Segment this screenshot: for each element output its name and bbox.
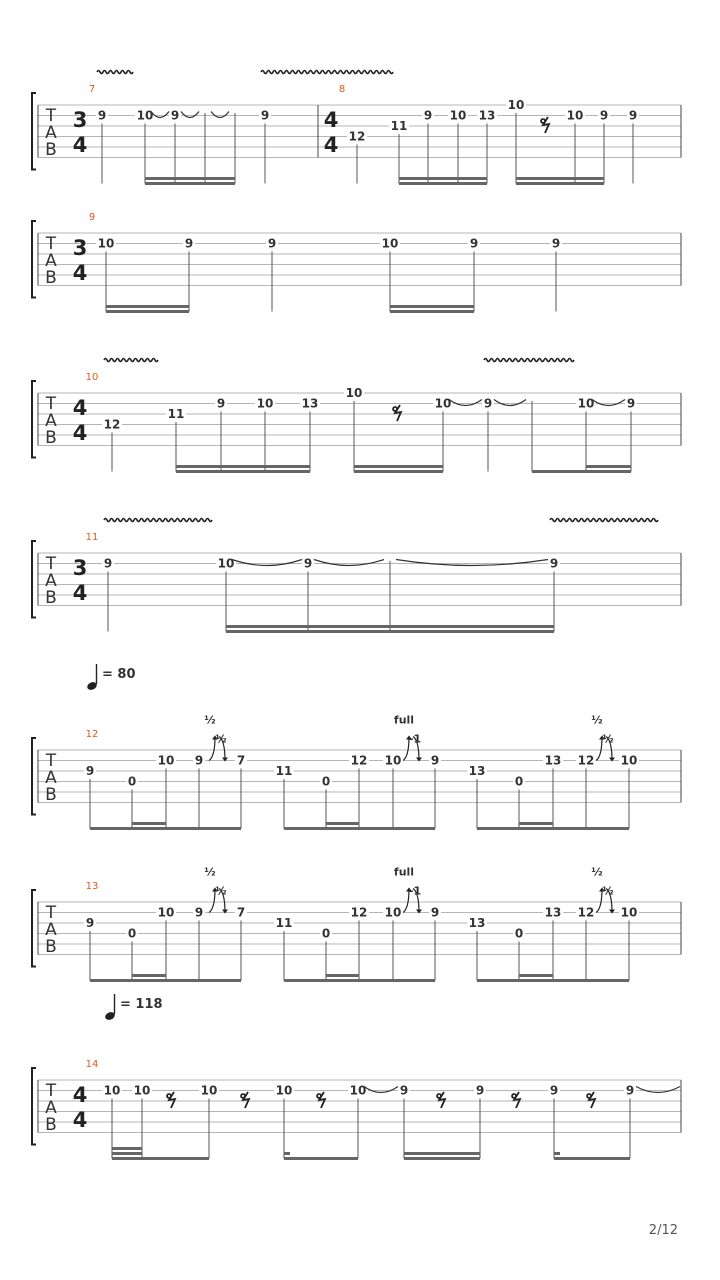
fret-number: 9: [423, 108, 433, 123]
fret-number: 12: [577, 753, 595, 768]
release-amount: ½: [215, 884, 227, 898]
bend-arrow: [209, 737, 215, 761]
measure-number: 9: [88, 212, 96, 223]
tempo-marking: = 118: [120, 997, 163, 1012]
tab-clef-letter: A: [45, 1098, 57, 1118]
fret-number: 13: [544, 905, 562, 920]
bend-amount: full: [393, 865, 415, 879]
fret-number: 10: [384, 905, 402, 920]
tie-arc: [364, 1087, 398, 1093]
fret-number: 9: [399, 1083, 409, 1098]
sixteenth-rest-icon: [393, 405, 401, 421]
time-signature-bottom: 4: [72, 133, 88, 157]
fret-number: 0: [514, 926, 524, 941]
time-signature-top: 3: [72, 108, 88, 132]
tab-system: [32, 359, 681, 472]
tie-arc: [494, 400, 526, 406]
page-number: 2/12: [648, 1223, 678, 1238]
fret-number: 9: [625, 1083, 635, 1098]
time-signature-bottom: 4: [72, 581, 88, 605]
fret-number: 11: [275, 916, 293, 930]
fret-number: 9: [260, 108, 270, 123]
release-amount: -1: [408, 884, 422, 898]
tab-clef-letter: A: [45, 251, 57, 271]
measure-number: 12: [85, 729, 99, 740]
vibrato-mark: [550, 519, 658, 522]
tab-clef-letter: B: [45, 1115, 57, 1135]
tab-clef-letter: A: [45, 768, 57, 788]
fret-number: 9: [549, 556, 559, 571]
time-signature-top: 3: [72, 236, 88, 260]
vibrato-mark: [104, 519, 212, 522]
fret-number: 10: [256, 396, 274, 411]
measure-number: 7: [88, 84, 96, 95]
tab-clef-letter: T: [45, 554, 57, 574]
vibrato-mark: [97, 71, 133, 74]
fret-number: 10: [103, 1083, 121, 1098]
fret-number: 7: [236, 753, 246, 768]
fret-number: 10: [97, 236, 115, 251]
system-bracket: [32, 890, 36, 967]
tab-clef-letter: B: [45, 140, 57, 160]
tab-clef-letter: B: [45, 268, 57, 288]
fret-number: 0: [321, 774, 331, 789]
fret-number: 9: [599, 108, 609, 123]
fret-number: 9: [194, 905, 204, 920]
tie-arc: [181, 112, 199, 118]
fret-number: 10: [449, 108, 467, 123]
system-bracket: [32, 221, 36, 298]
tab-clef-letter: T: [45, 234, 57, 254]
tie-arc: [636, 1087, 680, 1093]
time-signature-bottom: 4: [72, 421, 88, 445]
tab-system: [32, 71, 681, 184]
fret-number: 12: [350, 753, 368, 768]
fret-number: 10: [434, 396, 452, 411]
fret-number: 10: [507, 98, 525, 112]
fret-number: 9: [216, 396, 226, 411]
tab-clef-letter: A: [45, 920, 57, 940]
measure-number: 13: [85, 881, 99, 892]
fret-number: 12: [577, 905, 595, 920]
tab-clef-letter: T: [45, 903, 57, 923]
fret-number: 12: [103, 417, 121, 432]
sixteenth-rest-icon: [241, 1092, 249, 1108]
fret-number: 10: [217, 556, 235, 571]
fret-number: 10: [566, 108, 584, 123]
fret-number: 0: [321, 926, 331, 941]
tie-arc: [592, 400, 625, 406]
fret-number: 9: [483, 396, 493, 411]
tie-arc: [314, 560, 384, 566]
fret-number: 9: [85, 764, 95, 778]
bend-arrow: [596, 737, 602, 761]
measure-number: 8: [338, 84, 346, 95]
sixteenth-rest-icon: [167, 1092, 175, 1108]
tab-clef-letter: T: [45, 751, 57, 771]
release-amount: -1: [408, 732, 422, 746]
tab-clef-letter: A: [45, 571, 57, 591]
tab-clef-letter: B: [45, 785, 57, 805]
time-signature-bottom: 4: [72, 1108, 88, 1132]
fret-number: 13: [478, 108, 496, 123]
fret-number: 9: [85, 916, 95, 930]
bend-amount: full: [393, 713, 415, 727]
system-bracket: [32, 93, 36, 170]
bend-arrow: [209, 889, 215, 913]
system-bracket: [32, 381, 36, 458]
fret-number: 9: [97, 108, 107, 123]
tie-arc: [232, 560, 302, 566]
fret-number: 10: [345, 386, 363, 400]
fret-number: 11: [275, 764, 293, 778]
tab-clef-letter: A: [45, 411, 57, 431]
sixteenth-rest-icon: [587, 1092, 595, 1108]
fret-number: 7: [236, 905, 246, 920]
tie-arc: [211, 112, 229, 118]
fret-number: 9: [184, 236, 194, 251]
tab-clef-letter: B: [45, 937, 57, 957]
time-signature-bottom: 4: [323, 133, 339, 157]
sixteenth-rest-icon: [437, 1092, 445, 1108]
measure-number: 11: [85, 532, 99, 543]
tie-arc: [449, 400, 482, 406]
tab-clef-letter: T: [45, 394, 57, 414]
fret-number: 10: [381, 236, 399, 251]
fret-number: 10: [200, 1083, 218, 1098]
time-signature-top: 3: [72, 556, 88, 580]
fret-number: 10: [275, 1083, 293, 1098]
fret-number: 9: [626, 396, 636, 411]
fret-number: 10: [133, 1083, 151, 1098]
tab-clef-letter: B: [45, 588, 57, 608]
vibrato-mark: [484, 359, 574, 362]
bend-arrow: [596, 889, 602, 913]
sixteenth-rest-icon: [317, 1092, 325, 1108]
tab-system: [32, 221, 681, 312]
time-signature-top: 4: [72, 1083, 88, 1107]
fret-number: 9: [430, 753, 440, 768]
fret-number: 10: [157, 753, 175, 768]
tab-system: [32, 664, 681, 829]
release-amount: ½: [215, 732, 227, 746]
fret-number: 9: [628, 108, 638, 123]
system-bracket: [32, 738, 36, 815]
fret-number: 9: [267, 236, 277, 251]
fret-number: 0: [127, 774, 137, 789]
fret-number: 11: [390, 119, 408, 133]
fret-number: 11: [167, 407, 185, 421]
fret-number: 13: [301, 396, 319, 411]
fret-number: 0: [514, 774, 524, 789]
fret-number: 10: [136, 108, 154, 123]
fret-number: 13: [468, 916, 486, 930]
tab-clef-letter: T: [45, 106, 57, 126]
release-amount: ½: [602, 732, 614, 746]
fret-number: 10: [384, 753, 402, 768]
tab-clef-letter: T: [45, 1081, 57, 1101]
measure-number: 14: [85, 1059, 99, 1070]
system-bracket: [32, 541, 36, 618]
tie-arc: [396, 560, 548, 566]
release-amount: ½: [602, 884, 614, 898]
time-signature-top: 4: [323, 108, 339, 132]
fret-number: 9: [475, 1083, 485, 1098]
vibrato-mark: [104, 359, 158, 362]
fret-number: 9: [194, 753, 204, 768]
tab-clef-letter: A: [45, 123, 57, 143]
sixteenth-rest-icon: [541, 117, 549, 133]
bend-amount: ½: [591, 713, 603, 727]
tempo-marking: = 80: [102, 667, 136, 682]
fret-number: 9: [549, 1083, 559, 1098]
fret-number: 10: [620, 753, 638, 768]
fret-number: 9: [430, 905, 440, 920]
bend-amount: ½: [591, 865, 603, 879]
sixteenth-rest-icon: [512, 1092, 520, 1108]
fret-number: 9: [551, 236, 561, 251]
fret-number: 10: [577, 396, 595, 411]
fret-number: 9: [103, 556, 113, 571]
vibrato-mark: [261, 71, 393, 74]
measure-number: 10: [85, 372, 99, 383]
tab-clef-letter: B: [45, 428, 57, 448]
time-signature-top: 4: [72, 396, 88, 420]
bend-amount: ½: [204, 713, 216, 727]
time-signature-bottom: 4: [72, 261, 88, 285]
fret-number: 9: [170, 108, 180, 123]
fret-number: 10: [349, 1083, 367, 1098]
fret-number: 12: [350, 905, 368, 920]
system-bracket: [32, 1068, 36, 1145]
fret-number: 13: [468, 764, 486, 778]
fret-number: 9: [303, 556, 313, 571]
fret-number: 9: [469, 236, 479, 251]
fret-number: 10: [620, 905, 638, 920]
fret-number: 12: [348, 129, 366, 144]
fret-number: 13: [544, 753, 562, 768]
tab-system: [32, 519, 681, 632]
fret-number: 0: [127, 926, 137, 941]
tab-system: [32, 994, 681, 1159]
bend-amount: ½: [204, 865, 216, 879]
fret-number: 10: [157, 905, 175, 920]
